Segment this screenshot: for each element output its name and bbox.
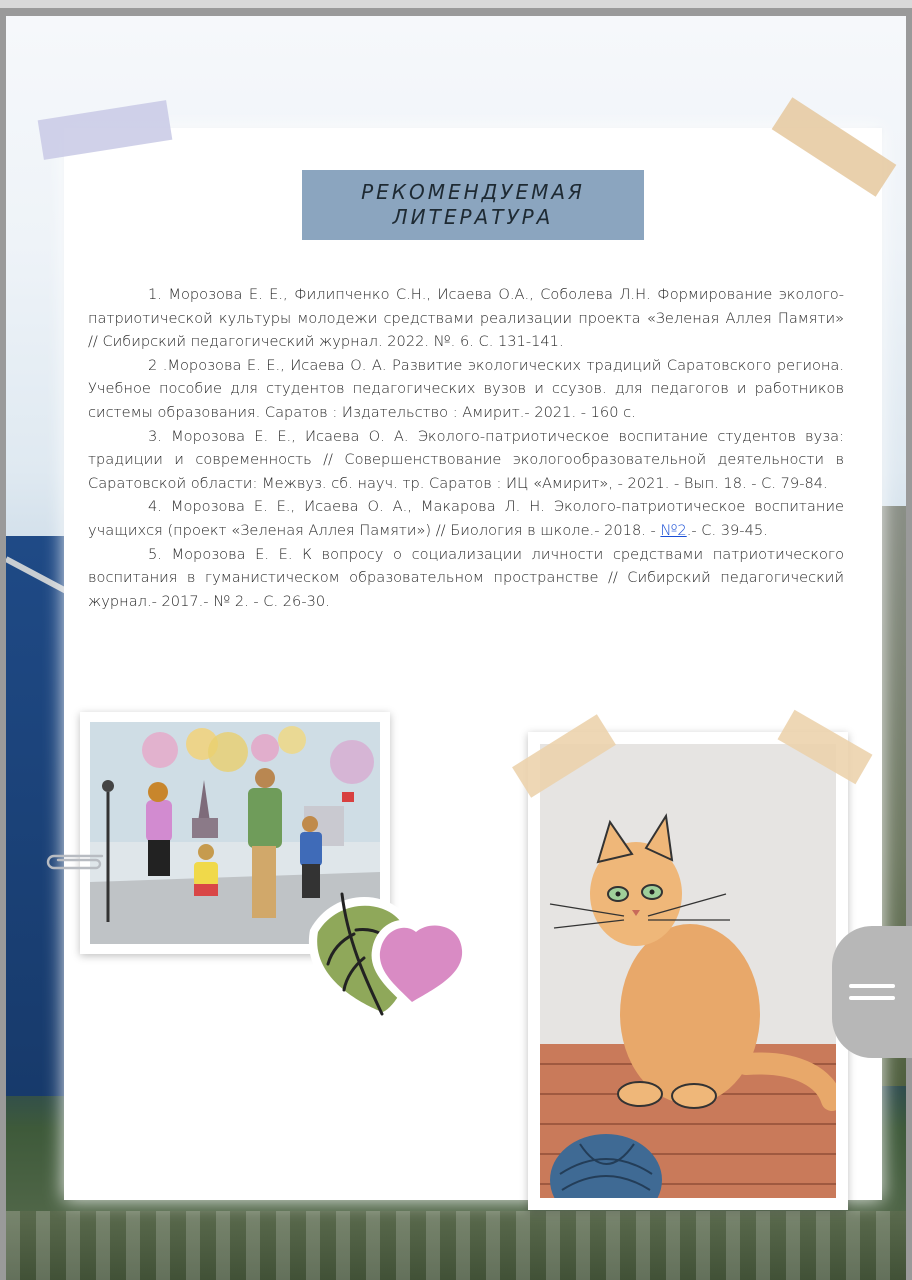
hamburger-icon (849, 976, 895, 1008)
reference-item: 5. Морозова Е. Е. К вопросу о социализации личности средствами патриотического воспитания в гуманистическом образовательном пространстве // Сибирский педагогический журнал.- 2017.- № 2. - С. 26-30. (88, 545, 844, 610)
menu-button[interactable] (832, 926, 912, 1058)
title-line-1: РЕКОМЕНДУЕМАЯ (361, 180, 585, 204)
reference-text: .- С. 39-45. (686, 521, 768, 539)
issue-link[interactable]: №2 (660, 521, 687, 539)
page-title (343, 180, 603, 230)
reference-item: 3. Морозова Е. Е., Исаева О. А. Эколого-патриотическое воспитание студентов вуза: традиции и современность // Совершенствование экологообразовательной деятельности в Саратовской области: Межвуз. сб. науч. тр. Саратов : ИЦ «Амирит», - 2021. - Вып. 18. - С. 79-84. (88, 427, 844, 492)
title-box (302, 170, 644, 240)
references-list (88, 283, 844, 613)
reference-item: 1. Морозова Е. Е., Филипченко С.Н., Исаева О.А., Соболева Л.Н. Формирование эколого-патриотической культуры молодежи средствами реализации проекта «Зеленая Аллея Памяти» // Сибирский педагогический журнал. 2022. №. 6. С. 131-141. (88, 286, 844, 351)
top-bar (0, 0, 912, 8)
paperclip-icon (44, 850, 104, 870)
cat-drawing-image (540, 744, 836, 1198)
reference-item (88, 495, 844, 542)
reference-text: 4. Морозова Е. Е., Исаева О. А., Макарова Л. Н. Эколого-патриотическое воспитание учащихся (проект «Зеленая Аллея Памяти») // Биология в школе.- 2018. - (88, 498, 844, 539)
city-background-bottom (6, 1211, 906, 1280)
title-line-2: ЛИТЕРАТУРА (392, 205, 554, 229)
leaf-heart-icon (298, 884, 480, 1024)
cat-drawing-photo (528, 732, 848, 1210)
reference-item: 2 .Морозова Е. Е., Исаева О. А. Развитие экологических традиций Саратовского региона. Учебное пособие для студентов педагогических вузов и ссузов. для педагогов и работников системы образования. Саратов : Издательство : Амирит.- 2021. - 160 с. (88, 356, 844, 421)
